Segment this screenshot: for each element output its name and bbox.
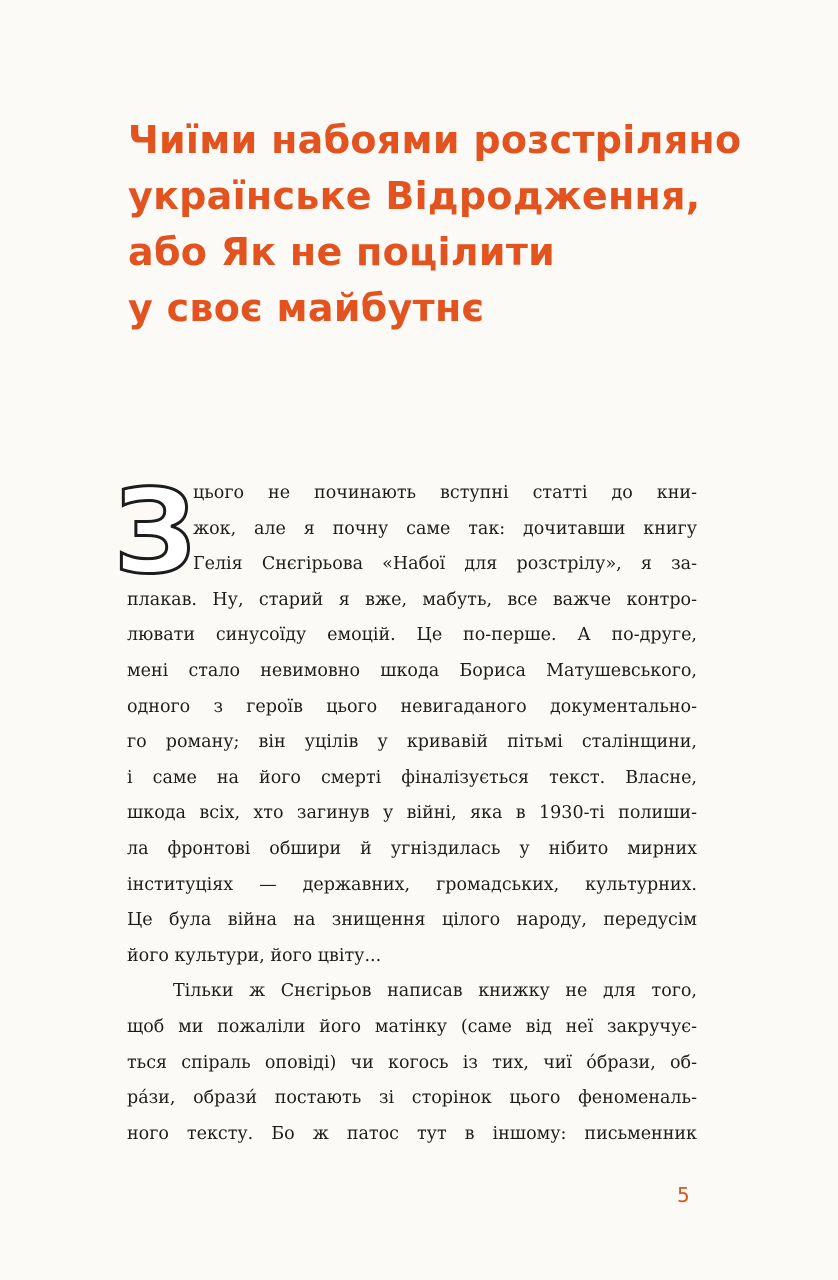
body-line: і саме на його смерті фіналізується текст. Власне, [127, 767, 697, 788]
body-line: жок, але я почну саме так: дочитавши книгу [193, 518, 697, 539]
body-line: цього не починають вступні статті до кни- [193, 483, 697, 503]
body-line: лювати синусоїду емоцій. Це по-перше. А по-друге, [127, 625, 697, 646]
chapter-title-line: у своє майбутнє [128, 286, 485, 330]
body-line: Гелія Снєгірьова «Набої для розстрілу», я за- [193, 554, 697, 575]
body-line: плакав. Ну, старий я вже, мабуть, все важче контро- [127, 589, 697, 610]
body-line: щоб ми пожаліли його матінку (саме від неї закручує- [127, 1016, 697, 1037]
body-line: го роману; він уцілів у кривавій пітьмі сталінщини, [127, 732, 697, 753]
body-line: мені стало невимовно шкода Бориса Матушевського, [127, 660, 697, 681]
article-body [127, 476, 697, 1152]
chapter-title-line: Чиїми набоями розстріляно [128, 118, 742, 162]
chapter-title-line: українське Відродження, [128, 174, 701, 218]
body-line: інституціях — державних, громадських, культурних. [127, 874, 697, 895]
body-line: його культури, його цвіту... [127, 945, 382, 966]
chapter-title [128, 112, 768, 336]
body-line: ться спіраль оповіді) чи когось із тих, чиї óбрази, об- [127, 1052, 697, 1073]
body-line: ла фронтові обшири й угніздилась у нібито мирних [127, 838, 697, 859]
drop-cap-glyph: З [113, 465, 197, 600]
body-line: Це була війна на знищення цілого народу, передусім [127, 910, 697, 931]
body-line: ного тексту. Бо ж патос тут в іншому: письменник [127, 1123, 697, 1144]
body-line: шкода всіх, хто загинув у війні, яка в 1930-ті полиши- [127, 803, 697, 824]
chapter-title-line: або Як не поцілити [128, 230, 556, 274]
body-line: рáзи, образи́ постають зі сторінок цього феноменаль- [127, 1088, 697, 1109]
body-line: одного з героїв цього невигаданого документально- [127, 696, 697, 717]
body-line: Тільки ж Снєгірьов написав книжку не для того, [173, 981, 697, 1002]
page-number: 5 [677, 1183, 690, 1207]
